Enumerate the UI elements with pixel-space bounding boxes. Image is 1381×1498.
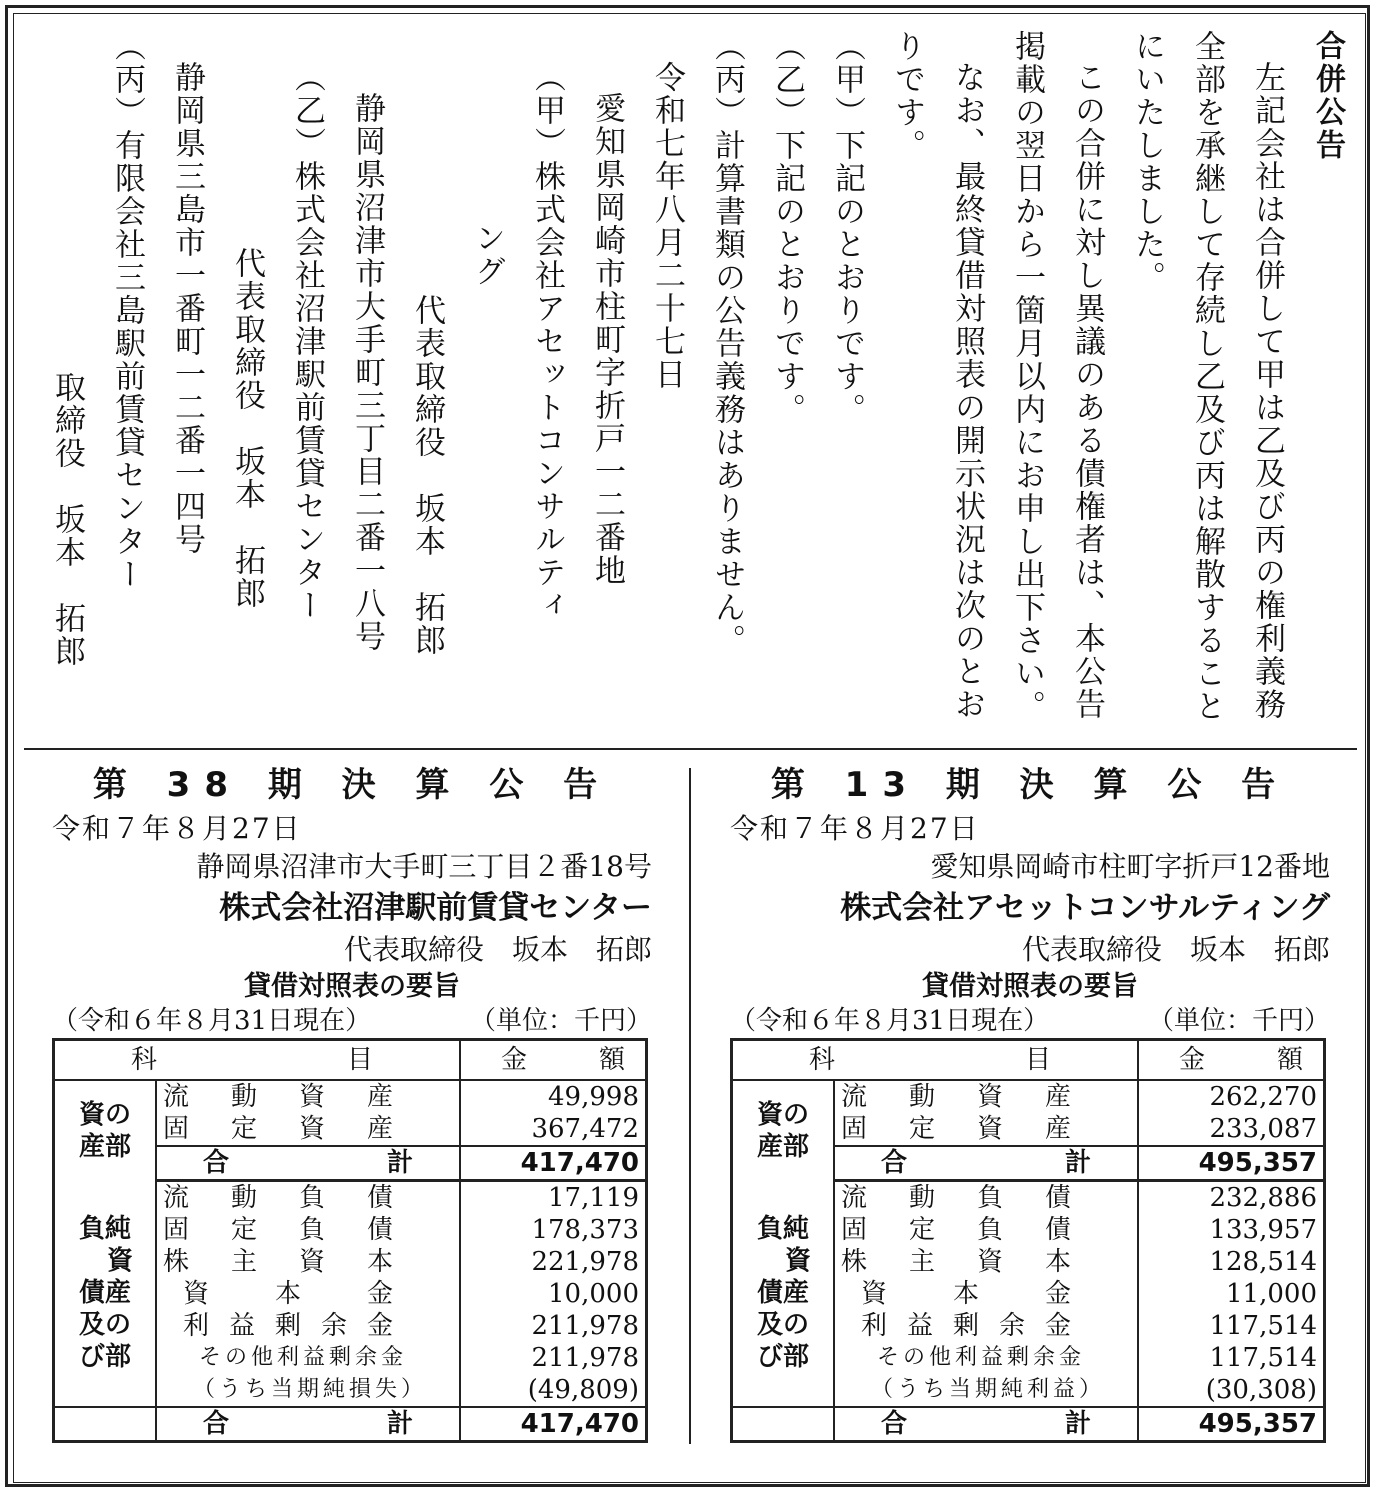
liab-category-line: 及の [756,1310,809,1341]
row-label-text: 利 益 剰 余 金 [183,1311,393,1341]
notice-line: （丙）計算書類の公告義務はありません。 [709,30,745,657]
notice-line: なお、最終貸借対照表の開示状況は次のとお [949,61,985,721]
row-label [156,1080,460,1113]
liab-category-line: び部 [756,1342,809,1373]
notice-line: （乙）下記のとおりです。 [769,30,805,426]
balance-sheet-table [730,1038,1326,1443]
total-label-b: 計 [1064,1148,1091,1178]
row-value: 233,087 [1138,1113,1325,1146]
total-value: 417,470 [460,1146,647,1181]
bs-title: 貸借対照表の要旨 [244,971,460,1002]
assets-category-b: 産部 [756,1131,809,1162]
liab-category-line: 負純 [78,1214,131,1245]
table-row [732,1181,1325,1215]
row-value: 178,373 [460,1214,647,1246]
row-value: 117,514 [1138,1342,1325,1374]
liab-category-line: 資 [106,1246,133,1277]
row-label-text: 流 動 資 産 [841,1082,1071,1112]
row-label-text: 固 定 負 債 [841,1215,1071,1245]
liabilities-total-row [732,1407,1325,1442]
row-value: 262,270 [1138,1080,1325,1113]
row-label-text: その他利益剰余金 [199,1345,408,1370]
row-label-text: （うち当期純利益） [871,1377,1106,1402]
bs-period-row [730,1004,1330,1038]
balance-sheet-table [52,1038,648,1443]
bs-period: （令和６年８月31日現在） [730,1006,1050,1036]
header-item [732,1040,1139,1081]
row-value: 367,472 [460,1113,647,1146]
total-label-a: 合 [203,1409,230,1439]
statement-address: 愛知県岡崎市柱町字折戸12番地 [930,850,1330,883]
total-value: 417,470 [460,1407,647,1442]
header-item-b: 目 [346,1045,373,1075]
horizontal-divider [24,748,1357,750]
bs-period: （令和６年８月31日現在） [52,1006,372,1036]
header-item-b: 目 [1024,1045,1051,1075]
row-label [834,1310,1138,1342]
row-value: 11,000 [1138,1278,1325,1310]
notice-line: 全部を承継して存続し乙及び丙は解散すること [1189,30,1225,723]
row-value: 10,000 [460,1278,647,1310]
header-amount-b: 額 [598,1045,625,1075]
total-value: 495,357 [1138,1407,1325,1442]
total-label-a: 合 [881,1409,908,1439]
notice-date: 令和七年八月二十七日 [649,61,685,391]
notice-line: （甲）下記のとおりです。 [829,30,865,426]
total-label [834,1407,1138,1442]
bs-unit: （単位：千円） [1147,1006,1330,1036]
row-label [156,1278,460,1310]
notice-line: りです。 [889,30,925,162]
row-label-text: 固 定 資 産 [163,1114,393,1144]
statement-left [52,760,652,1443]
row-label-text: 流 動 資 産 [163,1082,393,1112]
liab-category-line: び部 [78,1342,131,1373]
statement-representative: 代表取締役 坂本 拓郎 [1021,933,1330,966]
row-value: 221,978 [460,1246,647,1278]
liabilities-category [732,1181,835,1408]
total-category-blank [54,1407,157,1442]
statement-right [730,760,1330,1443]
notice-company: （丙）有限会社三島駅前賃貸センター [109,30,145,591]
header-item [54,1040,461,1081]
row-label [834,1080,1138,1113]
row-label-text: 株 主 資 本 [163,1247,393,1277]
row-label [834,1374,1138,1407]
assets-category [54,1080,157,1181]
table-header [732,1040,1325,1081]
total-label-b: 計 [386,1148,413,1178]
assets-category-a: 資の [78,1099,131,1130]
row-value: 117,514 [1138,1310,1325,1342]
statement-heading: 第 13 期 決 算 公 告 [770,765,1290,805]
row-label [156,1342,460,1374]
notice-company: （甲）株式会社アセットコンサルティ [529,61,565,622]
row-label-text: 利 益 剰 余 金 [861,1311,1071,1341]
row-value: 232,886 [1138,1181,1325,1215]
row-label-text: 固 定 負 債 [163,1215,393,1245]
notice-representative: 代表取締役 坂本 拓郎 [409,293,445,657]
row-value: 211,978 [460,1310,647,1342]
row-label-text: 資 本 金 [183,1279,393,1309]
row-label [156,1246,460,1278]
notice-company: ング [469,222,505,289]
statement-heading: 第 38 期 決 算 公 告 [92,765,612,805]
bs-title: 貸借対照表の要旨 [922,971,1138,1002]
vertical-divider [689,768,691,1444]
row-label [834,1342,1138,1374]
row-value: 211,978 [460,1342,647,1374]
statement-representative: 代表取締役 坂本 拓郎 [343,933,652,966]
assets-category-b: 産部 [78,1131,131,1162]
row-label-text: 流 動 負 債 [163,1183,393,1213]
bs-period-row [52,1004,652,1038]
row-label-text: 資 本 金 [861,1279,1071,1309]
total-label [834,1146,1138,1181]
row-value: (49,809) [460,1374,647,1407]
row-value: 133,957 [1138,1214,1325,1246]
statement-date: 令和７年８月27日 [730,812,980,845]
header-item-a: 科 [809,1045,836,1075]
total-label-b: 計 [1064,1409,1091,1439]
notice-line: にいたしました。 [1129,30,1165,294]
liab-category-line: 債産 [756,1278,809,1309]
notice-company: （乙）株式会社沼津駅前賃貸センター [289,61,325,622]
notice-address: 静岡県三島市一番町一二番一四号 [169,61,205,556]
header-amount-a: 金 [501,1045,528,1075]
bs-unit: （単位：千円） [469,1006,652,1036]
total-label-b: 計 [386,1409,413,1439]
notice-address: 愛知県岡崎市柱町字折戸一二番地 [589,92,625,587]
statement-company: 株式会社アセットコンサルティング [840,890,1330,926]
assets-category-a: 資の [756,1099,809,1130]
row-value: 17,119 [460,1181,647,1215]
notice-representative: 代表取締役 坂本 拓郎 [229,247,265,610]
total-value: 495,357 [1138,1146,1325,1181]
header-amount [1138,1040,1325,1081]
row-label [156,1113,460,1146]
row-label [834,1214,1138,1246]
header-item-a: 科 [131,1045,158,1075]
notice-representative: 取締役 坂本 拓郎 [49,371,85,668]
merger-notice [17,30,1357,730]
assets-category [732,1080,835,1181]
liabilities-total-row [54,1407,647,1442]
notice-line: 左記会社は合併して甲は乙及び丙の権利義務 [1249,61,1285,721]
header-amount-a: 金 [1179,1045,1206,1075]
statement-date: 令和７年８月27日 [52,812,302,845]
row-label-text: 株 主 資 本 [841,1247,1071,1277]
row-label [156,1310,460,1342]
table-row [732,1080,1325,1113]
liab-category-line: 及の [78,1310,131,1341]
row-label [156,1181,460,1215]
row-label [156,1374,460,1407]
statement-address: 静岡県沼津市大手町三丁目２番18号 [196,850,652,883]
row-label [834,1181,1138,1215]
table-row [54,1080,647,1113]
statement-company: 株式会社沼津駅前賃貸センター [219,890,652,926]
total-label [156,1407,460,1442]
total-label-a: 合 [203,1148,230,1178]
row-value: 49,998 [460,1080,647,1113]
row-label [834,1278,1138,1310]
total-label [156,1146,460,1181]
total-category-blank [732,1407,835,1442]
header-amount-b: 額 [1276,1045,1303,1075]
row-label-text: 流 動 負 債 [841,1183,1071,1213]
table-header [54,1040,647,1081]
notice-address: 静岡県沼津市大手町三丁目二番一八号 [349,92,385,653]
row-label-text: 固 定 資 産 [841,1114,1071,1144]
table-row [54,1181,647,1215]
liab-category-line: 資 [784,1246,811,1277]
row-value: 128,514 [1138,1246,1325,1278]
row-label [834,1246,1138,1278]
notice-line: この合併に対し異議のある債権者は、本公告 [1069,61,1105,721]
row-label [156,1214,460,1246]
liab-category-line: 債産 [78,1278,131,1309]
header-amount [460,1040,647,1081]
liab-category-line: 負純 [756,1214,809,1245]
notice-line: 掲載の翌日から一箇月以内にお申し出下さい。 [1009,30,1045,723]
merger-notice-title: 合併公告 [1310,30,1345,162]
total-label-a: 合 [881,1148,908,1178]
row-label-text: （うち当期純損失） [193,1377,428,1402]
row-label [834,1113,1138,1146]
liabilities-category [54,1181,157,1408]
row-value: (30,308) [1138,1374,1325,1407]
row-label-text: その他利益剰余金 [877,1345,1086,1370]
